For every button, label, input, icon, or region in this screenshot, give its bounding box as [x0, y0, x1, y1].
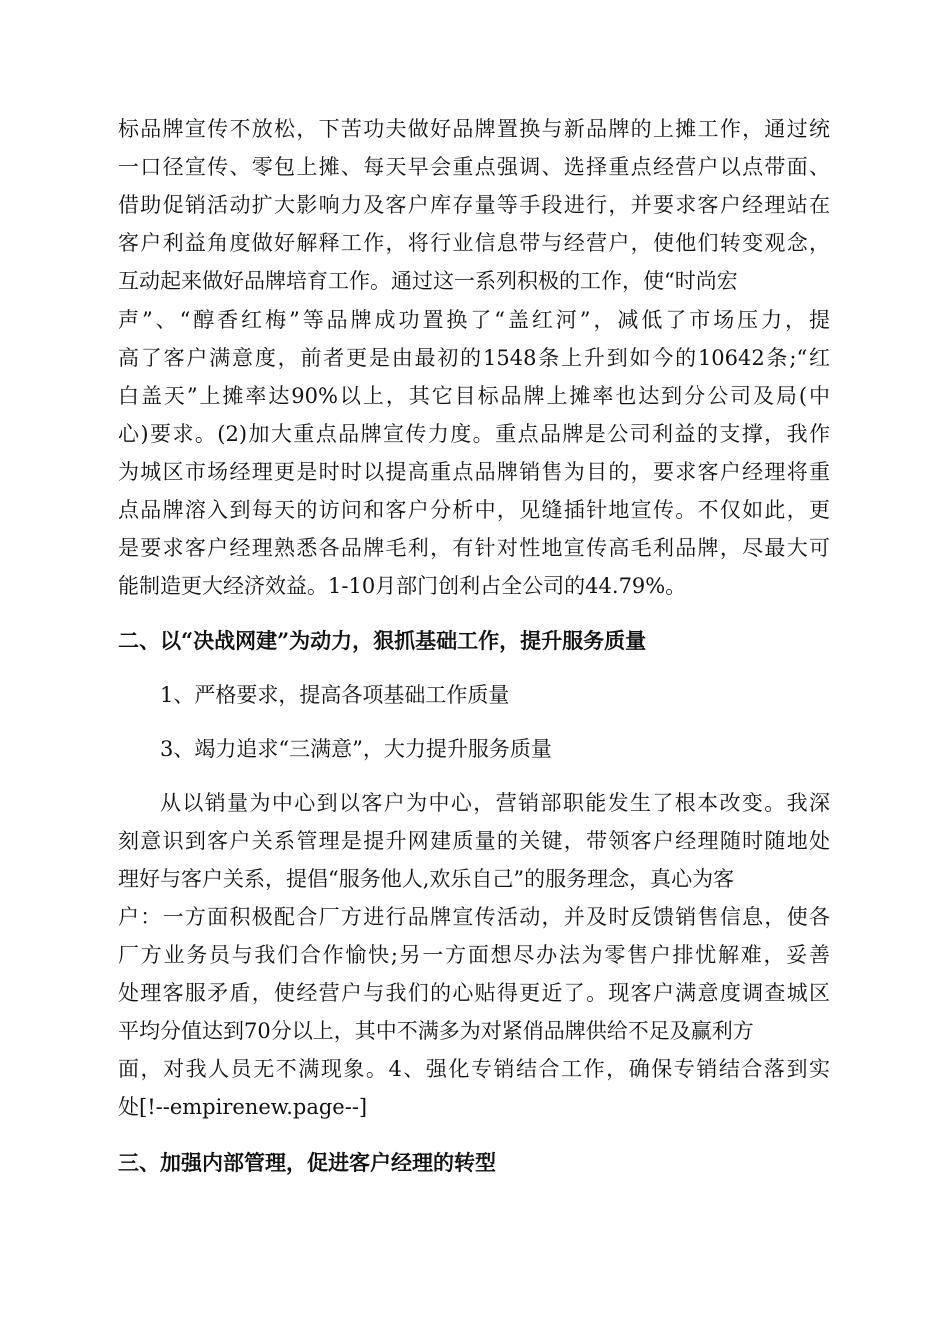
paragraph-line: 白盖天”上摊率达90%以上，其它目标品牌上摊率也达到分公司及局(中: [118, 384, 830, 408]
paragraph-line: 高了客户满意度，前者更是由最初的1548条上升到如今的10642条;“红: [118, 346, 830, 370]
paragraph-line: 从以销量为中心到以客户为中心，营销部职能发生了根本改变。我深: [160, 791, 830, 815]
paragraph-line: 户：一方面积极配合厂方进行品牌宣传活动，并及时反馈销售信息，使各: [118, 905, 830, 929]
paragraph-line: 客户利益角度做好解释工作，将行业信息带与经营户，使他们转变观念，: [118, 231, 830, 255]
paragraph-line: 理好与客户关系，提倡“服务他人,欢乐自己”的服务理念，真心为客: [118, 867, 735, 891]
paragraph-line: 心)要求。(2)加大重点品牌宣传力度。重点品牌是公司利益的支撑，我作: [118, 422, 830, 446]
paragraph-line: 为城区市场经理更是时时以提高重点品牌销售为目的，要求客户经理将重: [118, 460, 830, 484]
paragraph-line: 点品牌溶入到每天的访问和客户分析中，见缝插针地宣传。不仅如此，更: [118, 498, 830, 522]
paragraph-line: 借助促销活动扩大影响力及客户库存量等手段进行，并要求客户经理站在: [118, 193, 830, 217]
paragraph-line: 能制造更大经济效益。1-10月部门创利占全公司的44.79%。: [118, 574, 687, 598]
paragraph-line: 平均分值达到70分以上，其中不满多为对紧俏品牌供给不足及赢利方: [118, 1019, 754, 1043]
paragraph-line: 声”、“醇香红梅”等品牌成功置换了“盖红河”，减低了市场压力，提: [118, 308, 830, 332]
paragraph-line: 互动起来做好品牌培育工作。通过这一系列积极的工作，使“时尚宏: [118, 269, 738, 293]
paragraph-line: 刻意识到客户关系管理是提升网建质量的关键，带领客户经理随时随地处: [118, 829, 830, 853]
list-item: 1、严格要求，提高各项基础工作质量: [160, 683, 510, 707]
paragraph-line: 处[!--empirenew.page--]: [118, 1095, 368, 1119]
paragraph-line: 面，对我人员无不满现象。4、强化专销结合工作，确保专销结合落到实: [118, 1057, 830, 1081]
paragraph-line: 厂方业务员与我们合作愉快;另一方面想尽办法为零售户排忧解难，妥善: [118, 943, 830, 967]
section-heading: 三、加强内部管理，促进客户经理的转型: [118, 1150, 496, 1175]
list-item: 3、竭力追求“三满意”，大力提升服务质量: [160, 737, 552, 761]
paragraph-line: 处理客服矛盾，使经营户与我们的心贴得更近了。现客户满意度调查城区: [118, 981, 830, 1005]
paragraph-line: 一口径宣传、零包上摊、每天早会重点强调、选择重点经营户以点带面、: [118, 155, 830, 179]
paragraph-line: 是要求客户经理熟悉各品牌毛利，有针对性地宣传高毛利品牌，尽最大可: [118, 536, 830, 560]
paragraph-line: 标品牌宣传不放松，下苦功夫做好品牌置换与新品牌的上摊工作，通过统: [118, 117, 830, 141]
section-heading: 二、以“决战网建”为动力，狠抓基础工作，提升服务质量: [118, 628, 647, 653]
